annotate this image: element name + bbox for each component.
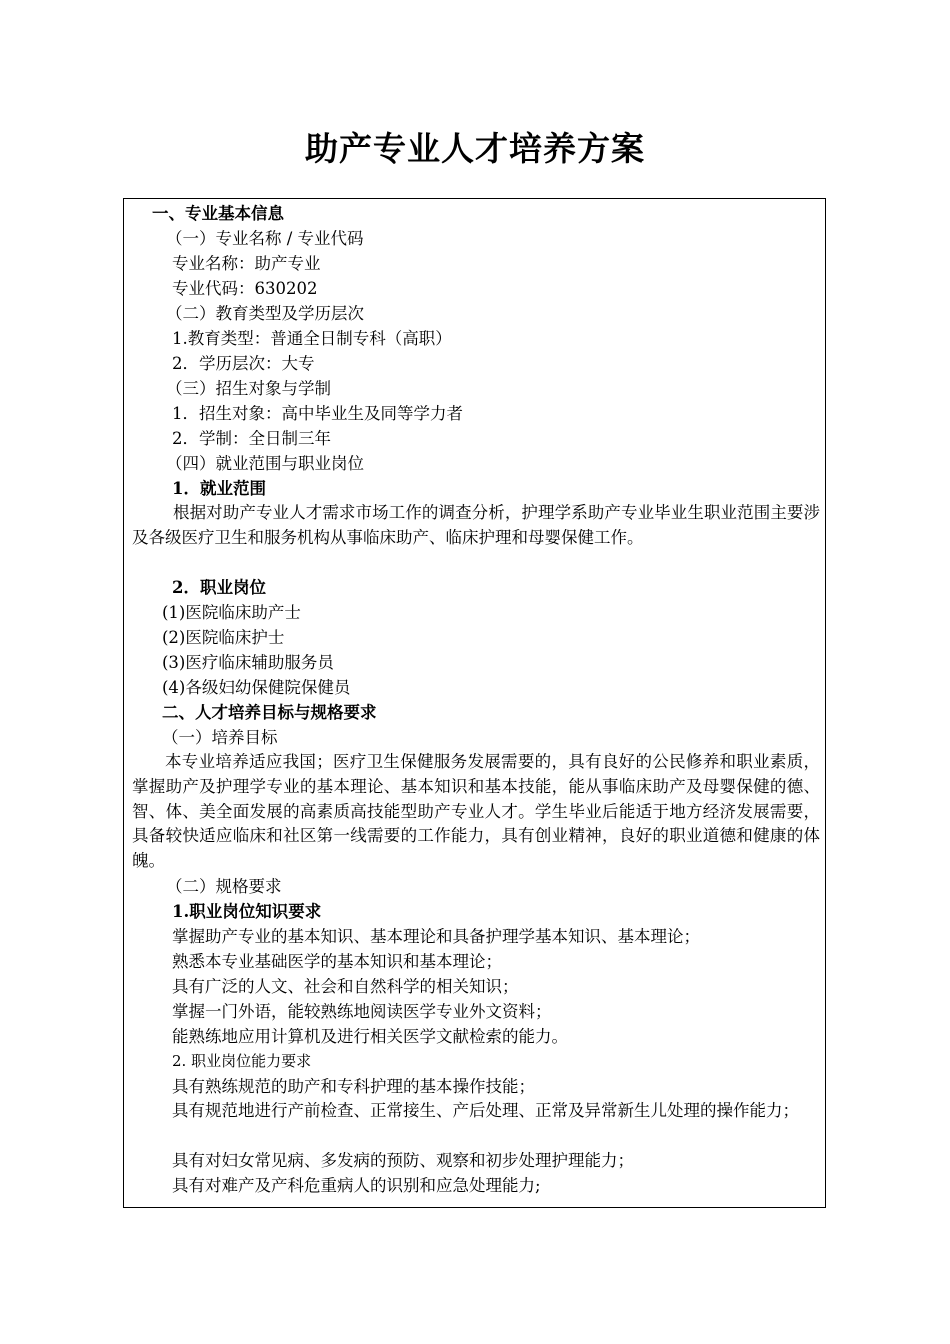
list-item: 掌握助产专业的基本知识、基本理论和具备护理学基本知识、基本理论； <box>172 927 700 946</box>
list-item: (1)医院临床助产士 <box>162 603 301 622</box>
list-item: 能熟练地应用计算机及进行相关医学文献检索的能力。 <box>172 1027 568 1046</box>
subsection-requirements: （二）规格要求 <box>166 877 282 896</box>
knowledge-heading: 1.职业岗位知识要求 <box>172 902 322 921</box>
subsection-enrollment: （三）招生对象与学制 <box>166 379 331 398</box>
subsection-name-code: （一）专业名称 / 专业代码 <box>166 229 364 248</box>
subsection-education: （二）教育类型及学历层次 <box>166 304 364 323</box>
list-item: (4)各级妇幼保健院保健员 <box>162 678 351 697</box>
major-name: 专业名称：助产专业 <box>172 254 321 273</box>
education-level: 2．学历层次：大专 <box>172 354 315 373</box>
subsection-goal: （一）培养目标 <box>162 728 278 747</box>
list-item: 具有对妇女常见病、多发病的预防、观察和初步处理护理能力； <box>172 1151 634 1170</box>
section-1-heading: 一、专业基本信息 <box>152 204 284 223</box>
page-title: 助产专业人才培养方案 <box>305 129 645 168</box>
list-item: 掌握一门外语，能较熟练地阅读医学专业外文资料； <box>172 1002 552 1021</box>
major-code: 专业代码：630202 <box>172 279 318 298</box>
ability-heading: 2. 职业岗位能力要求 <box>172 1052 312 1070</box>
list-item: 熟悉本专业基础医学的基本知识和基本理论； <box>172 952 502 971</box>
employment-scope-heading: 1．就业范围 <box>172 479 266 498</box>
list-item: (2)医院临床护士 <box>162 628 285 647</box>
list-item: 具有广泛的人文、社会和自然科学的相关知识； <box>172 977 519 996</box>
list-item: 具有对难产及产科危重病人的识别和应急处理能力; <box>172 1176 541 1195</box>
list-item: 具有规范地进行产前检查、正常接生、产后处理、正常及异常新生儿处理的操作能力； <box>172 1101 799 1120</box>
job-posts-heading: 2．职业岗位 <box>172 578 266 597</box>
education-type: 1.教育类型：普通全日制专科（高职） <box>172 329 452 348</box>
training-goal-text: 本专业培养适应我国；医疗卫生保健服务发展需要的，具有良好的公民修养和职业素质，掌握助产及护理学专业的基本理论、基本知识和基本技能，能从事临床助产及母婴保健的德、智、体、美全面发展的高素质高技能型助产专业人才。学生毕业后能适于地方经济发展需要，具备较快适应临床和社区第一线需要的工作能力，具有创业精神，良好的职业道德和健康的体魄。 <box>132 752 820 871</box>
enrollment-target: 1．招生对象：高中毕业生及同等学力者 <box>172 404 463 423</box>
list-item: 具有熟练规范的助产和专科护理的基本操作技能； <box>172 1077 535 1096</box>
list-item: (3)医疗临床辅助服务员 <box>162 653 334 672</box>
subsection-employment: （四）就业范围与职业岗位 <box>166 454 364 473</box>
study-system: 2．学制：全日制三年 <box>172 429 331 448</box>
section-2-heading: 二、人才培养目标与规格要求 <box>162 703 377 722</box>
content-frame <box>123 198 826 1208</box>
employment-scope-text: 根据对助产专业人才需求市场工作的调查分析，护理学系助产专业毕业生职业范围主要涉及各级医疗卫生和服务机构从事临床助产、临床护理和母婴保健工作。 <box>132 503 820 547</box>
